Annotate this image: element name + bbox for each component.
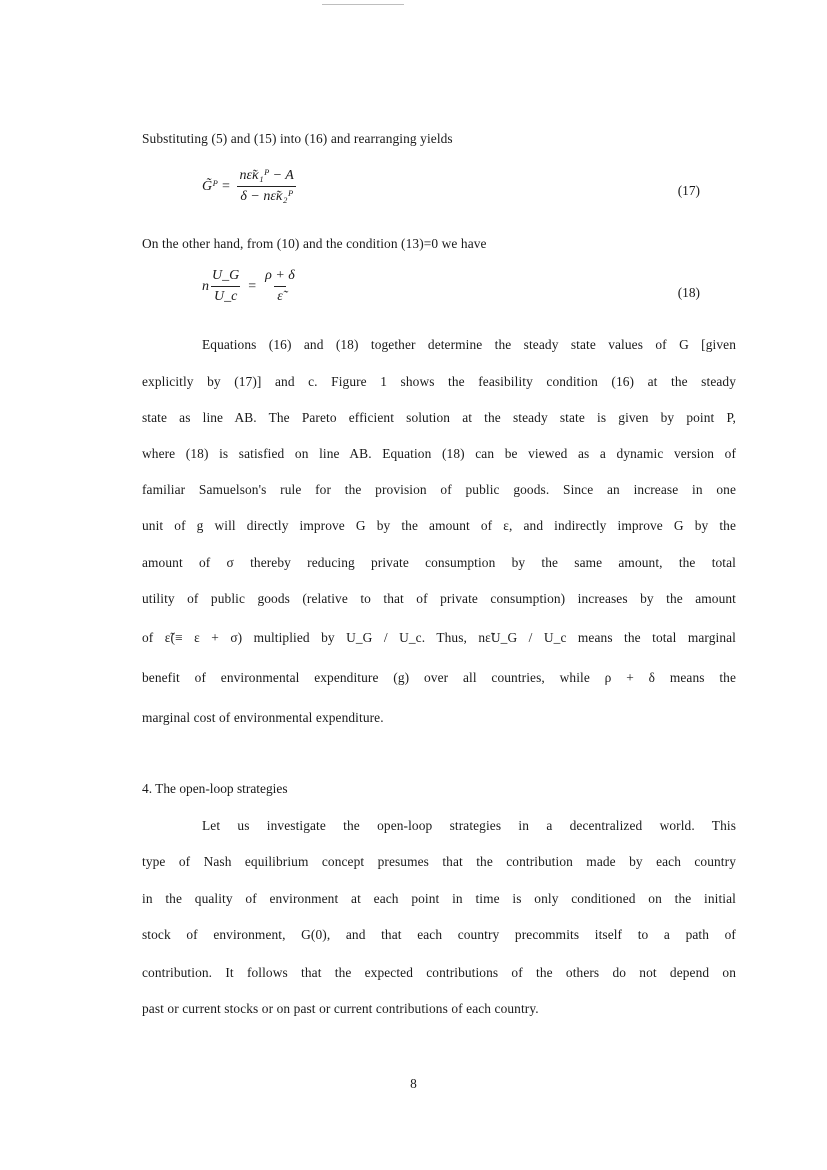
paragraph-3-line: explicitly by (17)] and c. Figure 1 shows the feasibility condition (16) at the steady [142, 374, 736, 389]
paragraph-3-line: utility of public goods (relative to that of private consumption) increases by the amount [142, 591, 736, 606]
eq18-number: (18) [677, 285, 700, 300]
paragraph-4-line: past or current stocks or on past or current contributions of each country. [142, 1001, 539, 1016]
eq18-lhs-den: U_c [211, 286, 240, 305]
eq18-rhs-den: ε̃ [274, 286, 286, 305]
paragraph-4-line: Let us investigate the open-loop strategies in a decentralized world. This [202, 818, 736, 833]
paragraph-3-line: Equations (16) and (18) together determine the steady state values of G [given [202, 337, 736, 352]
eq18-lhs-num: U_G [212, 268, 240, 283]
paragraph-3-line: benefit of environmental expenditure (g) over all countries, while ρ + δ means the [142, 670, 736, 685]
scan-mark [322, 4, 404, 5]
paragraph-3-line: marginal cost of environmental expenditure. [142, 710, 384, 725]
paragraph-3-line: of ε̃(≡ ε + σ) multiplied by U_G / U_c. Thus, nε̃U_G / U_c means the total marginal [142, 630, 736, 645]
paragraph-4-line: in the quality of environment at each point in time is only conditioned on the initial [142, 891, 736, 906]
paragraph-3-line: state as line AB. The Pareto efficient solution at the steady state is given by point P, [142, 410, 736, 425]
paragraph-3-line: amount of σ thereby reducing private consumption by the same amount, the total [142, 555, 736, 570]
equation-18: n $\frac{U\_G}{U\_c}$ = $\frac{\rho + \delta}{\varepsiloñ}$ [202, 268, 298, 305]
page-number: 8 [410, 1076, 417, 1091]
eq18-rhs-num: ρ + δ [265, 268, 295, 283]
paragraph-4-line: stock of environment, G(0), and that each country precommits itself to a path of [142, 927, 736, 942]
paragraph-1: Substituting (5) and (15) into (16) and rearranging yields [142, 131, 453, 146]
paragraph-3-line: familiar Samuelson's rule for the provision of public goods. Since an increase in one [142, 482, 736, 497]
paragraph-4-line: contribution. It follows that the expected contributions of the others do not depend on [142, 965, 736, 980]
paragraph-3-line: unit of g will directly improve G by the amount of ε, and indirectly improve G by the [142, 518, 736, 533]
eq17-denominator: δ − nε̃κ₂ᴾ [237, 186, 296, 205]
eq17-numerator: nε̃κ₁ᴾ − A [239, 168, 294, 183]
equation-17 [202, 168, 297, 205]
paragraph-4-line: type of Nash equilibrium concept presumes that the contribution made by each country [142, 854, 736, 869]
section-heading: 4. The open-loop strategies [142, 781, 288, 796]
eq18-prefix: n [202, 278, 209, 294]
eq17-number: (17) [677, 183, 700, 198]
paragraph-2: On the other hand, from (10) and the condition (13)=0 we have [142, 236, 487, 251]
eq18-rhs-fraction [262, 268, 298, 305]
eq17-fraction [237, 168, 297, 205]
paragraph-3-line: where (18) is satisfied on line AB. Equation (18) can be viewed as a dynamic version of [142, 446, 736, 461]
eq18-lhs-fraction [209, 268, 242, 305]
eq17-lhs: G̃ᴾ = [202, 178, 231, 194]
